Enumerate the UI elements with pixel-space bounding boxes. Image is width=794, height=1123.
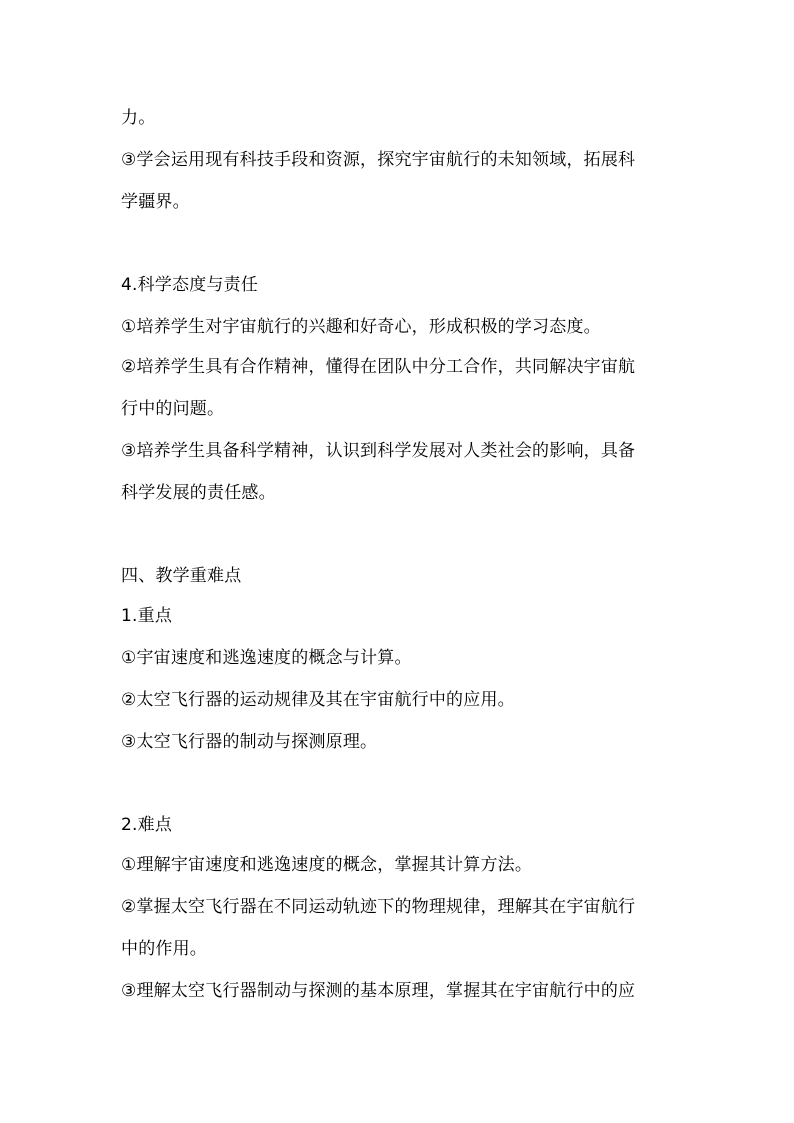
text-line-continuation: 中的作用。 <box>121 939 207 959</box>
text-line-item: ③太空飞行器的制动与探测原理。 <box>121 732 378 752</box>
text-line-item: ③理解太空飞行器制动与探测的基本原理，掌握其在宇宙航行中的应 <box>121 981 636 1001</box>
section-heading: 4.科学态度与责任 <box>121 275 259 295</box>
section-heading: 四、教学重难点 <box>121 566 242 586</box>
text-line-item: ①宇宙速度和逃逸速度的概念与计算。 <box>121 648 412 668</box>
text-line-item: ③培养学生具备科学精神，认识到科学发展对人类社会的影响，具备 <box>121 441 636 461</box>
text-line-item: ②太空飞行器的运动规律及其在宇宙航行中的应用。 <box>121 690 515 710</box>
text-line-continuation: 科学发展的责任感。 <box>121 483 276 503</box>
subsection-heading: 2.难点 <box>121 815 173 835</box>
text-line-item: ①培养学生对宇宙航行的兴趣和好奇心，形成积极的学习态度。 <box>121 317 601 337</box>
text-line-item: ②掌握太空飞行器在不同运动轨迹下的物理规律，理解其在宇宙航行 <box>121 897 636 917</box>
subsection-heading: 1.重点 <box>121 606 173 626</box>
text-line-item: ①理解宇宙速度和逃逸速度的概念，掌握其计算方法。 <box>121 855 533 875</box>
text-line-item: ②培养学生具有合作精神，懂得在团队中分工合作，共同解决宇宙航 <box>121 357 636 377</box>
text-line-continuation: 学疆界。 <box>121 192 190 212</box>
text-line-continuation: 力。 <box>121 108 156 128</box>
text-line-item: ③学会运用现有科技手段和资源，探究宇宙航行的未知领域，拓展科 <box>121 150 636 170</box>
text-line-continuation: 行中的问题。 <box>121 399 225 419</box>
